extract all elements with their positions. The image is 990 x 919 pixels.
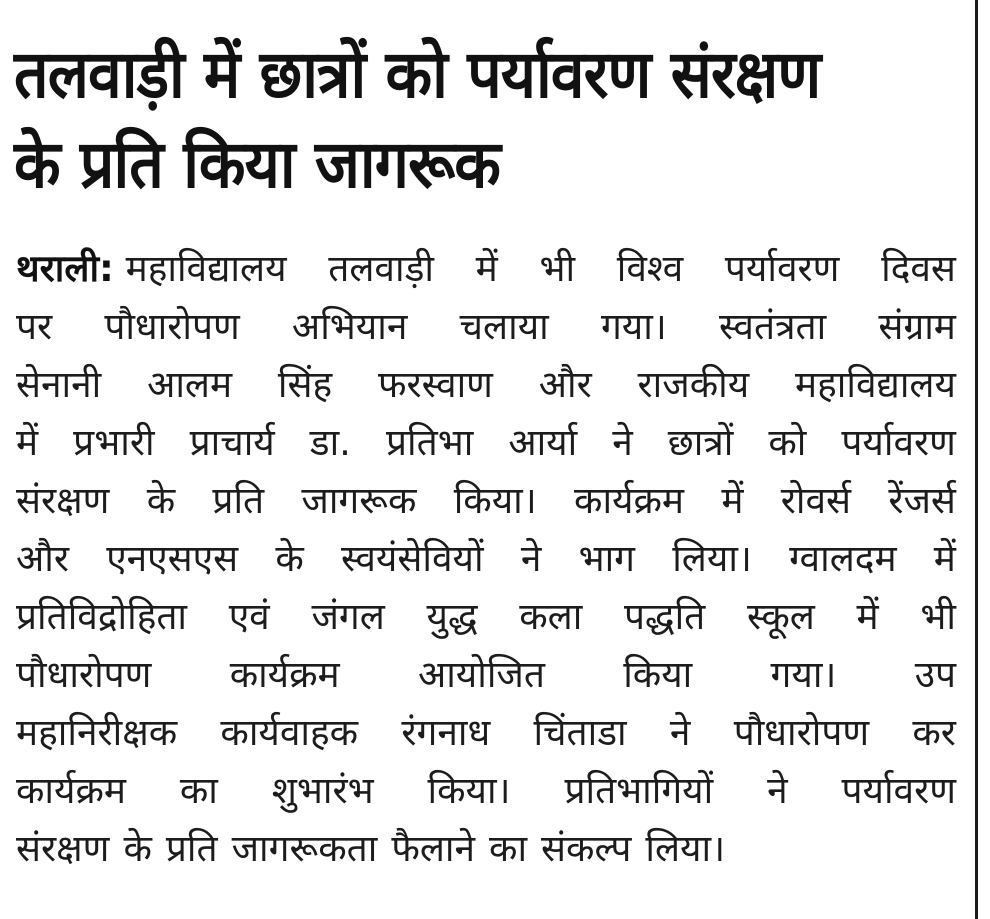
article-word: आर्या: [508, 421, 578, 464]
article-word: प्रभारी: [73, 421, 155, 464]
article-word: एवं: [228, 595, 270, 638]
article-line: [16, 820, 956, 878]
article-word: ने: [767, 769, 788, 812]
article-word: का: [179, 769, 218, 812]
article-word: संरक्षण: [16, 479, 110, 522]
article-line: [16, 588, 956, 646]
article-word: किया।: [453, 479, 537, 522]
article-word: पद्धति: [624, 595, 706, 638]
column-divider: [975, 0, 978, 919]
article-word: जागरूक: [301, 479, 417, 522]
article-word: गया।: [770, 653, 837, 696]
article-word: फरस्वाण: [377, 363, 493, 406]
article-word: स्वयंसेवियों: [340, 537, 484, 580]
article-word: डा.: [309, 421, 351, 464]
article-word: तलवाड़ी: [328, 247, 434, 290]
article-word: ने: [612, 421, 633, 464]
article-word: ने: [669, 711, 691, 754]
article-word: के: [275, 537, 304, 580]
article-word: युद्ध: [426, 595, 478, 638]
article-word: रेंजर्स: [888, 479, 956, 522]
article-word: और: [16, 537, 69, 580]
article-word: में: [856, 595, 879, 638]
headline: [14, 30, 888, 210]
article-word: कार्यक्रम: [229, 653, 340, 696]
article-word: स्वतंत्रता: [719, 305, 827, 348]
article-word: में: [933, 537, 956, 580]
article-word: और: [538, 363, 592, 406]
dateline-group: [16, 240, 287, 298]
article-word: के: [146, 479, 176, 522]
article-word: प्राचार्य: [189, 421, 275, 464]
article-word: एनएसएस: [106, 537, 239, 580]
article-word: पौधारोपण: [733, 711, 870, 754]
article-word: पौधारोपण: [104, 305, 240, 348]
article-word: गया।: [600, 305, 667, 348]
article-word: उप: [914, 653, 956, 696]
article-word: ने: [520, 537, 542, 580]
article-word: कार्यक्रम: [574, 479, 685, 522]
article-word: रोवर्स: [780, 479, 852, 522]
article-word: महानिरीक्षक: [16, 711, 178, 754]
headline-line-1: तलवाड़ी में छात्रों को पर्यावरण संरक्षण: [14, 36, 821, 113]
article-word: चलाया: [459, 305, 549, 348]
article-word: संग्राम: [878, 305, 956, 348]
article-word: सिंह: [277, 363, 333, 406]
article-word: भाग: [578, 537, 635, 580]
article-line: [16, 762, 956, 820]
article-word: के: [123, 827, 152, 870]
article-word: पर्यावरण: [841, 769, 956, 812]
article-word: पौधारोपण: [16, 653, 152, 696]
article-line: [16, 472, 956, 530]
article-word: में: [721, 479, 744, 522]
article-word: में: [16, 421, 39, 464]
headline-line-2: के प्रति किया जागरूक: [14, 126, 500, 203]
article-word: रंगनाध: [401, 711, 491, 754]
article-line: [16, 646, 956, 704]
article-word: प्रतिभा: [385, 421, 474, 464]
article-word: प्रति: [165, 827, 218, 870]
article-word: विश्व: [616, 247, 684, 290]
article-word: कला: [519, 595, 583, 638]
article-body: [16, 240, 956, 878]
article-word: महाविद्यालय: [795, 363, 956, 406]
article-word: प्रतिविद्रोहिता: [16, 595, 188, 638]
article-word: को: [768, 421, 807, 464]
article-line: [16, 240, 956, 298]
dateline: थराली:: [16, 247, 114, 290]
article-line: [16, 356, 956, 414]
article-word: आलम: [147, 363, 233, 406]
article-word: चिंताडा: [533, 711, 627, 754]
article-word: जागरूकता: [231, 827, 378, 870]
article-word: जंगल: [311, 595, 385, 638]
article-word: भी: [920, 595, 956, 638]
article-word: महाविद्यालय: [125, 247, 287, 290]
article-word: फैलाने: [391, 827, 476, 870]
article-word: कर: [912, 711, 956, 754]
article-word: संरक्षण: [16, 827, 110, 870]
article-word: पर: [16, 305, 53, 348]
article-word: का: [489, 827, 528, 870]
article-word: लिया।: [672, 537, 752, 580]
article-word: प्रति: [212, 479, 265, 522]
article-word: कार्यक्रम: [16, 769, 127, 812]
article-word: छात्रों: [667, 421, 734, 464]
article-word: आयोजित: [417, 653, 545, 696]
article-line: [16, 530, 956, 588]
article-word: ग्वालदम: [789, 537, 897, 580]
article-line: [16, 704, 956, 762]
article-word: पर्यावरण: [841, 421, 956, 464]
article-word: अभियान: [291, 305, 408, 348]
article-word: भी: [539, 247, 576, 290]
article-word: लिया।: [645, 827, 726, 870]
article-word: सेनानी: [16, 363, 102, 406]
article-word: कार्यवाहक: [220, 711, 359, 754]
article-word: दिवस: [881, 247, 956, 290]
article-word: प्रतिभागियों: [564, 769, 714, 812]
article-word: राजकीय: [637, 363, 750, 406]
article-word: पर्यावरण: [724, 247, 840, 290]
article-word: में: [475, 247, 498, 290]
article-word: किया: [623, 653, 693, 696]
article-word: स्कूल: [746, 595, 815, 638]
article-word: किया।: [427, 769, 511, 812]
article-word: शुभारंभ: [271, 769, 374, 812]
article-line: [16, 414, 956, 472]
article-word: संकल्प: [541, 827, 632, 870]
article-line: [16, 298, 956, 356]
